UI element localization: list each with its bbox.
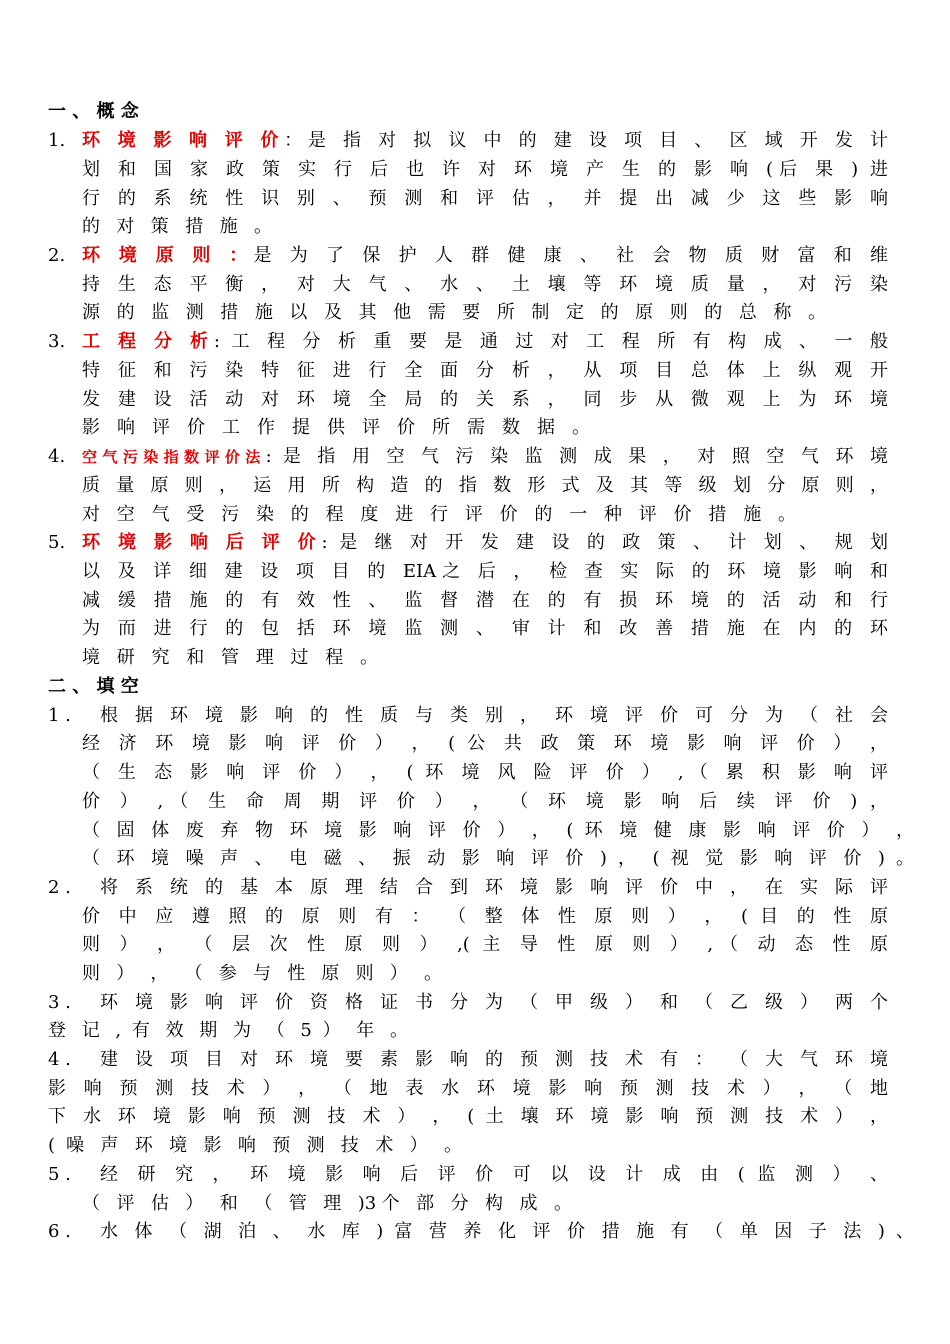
item-line: 影 响 预 测 技 术 ） ， （ 地 表 水 环 境 影 响 预 测 技 术 ） ， （ 地 xyxy=(48,1078,888,1099)
item-line: 对 空 气 受 污 染 的 程 度 进 行 评 价 的 一 种 评 价 措 施 。 xyxy=(82,504,796,525)
item-line: 建 设 项 目 对 环 境 要 素 影 响 的 预 测 技 术 有 ： （ 大 气 环 境 xyxy=(100,1049,888,1070)
item-line: 影 响 评 价 工 作 提 供 评 价 所 需 数 据 。 xyxy=(82,417,590,438)
item-line xyxy=(82,532,888,554)
item-line xyxy=(82,130,888,152)
item-line: 经 济 环 境 影 响 评 价 ） ， ( 公 共 政 策 环 境 影 响 评 价 ） ， xyxy=(82,733,888,754)
item-line: 境 研 究 和 管 理 过 程 。 xyxy=(82,647,378,668)
item-line: 价 ） ,（ 生 命 周 期 评 价 ） ， （ 环 境 影 响 后 续 评 价 ) ， xyxy=(82,791,888,812)
item-line: 发 建 设 活 动 对 环 境 全 局 的 关 系 ， 同 步 从 微 观 上 为 环 境 xyxy=(82,389,888,410)
definition-text: 是 为 了 保 护 人 群 健 康 、 社 会 物 质 财 富 和 维 xyxy=(253,245,888,266)
term-label: 环 境 影 响 后 评 价 xyxy=(82,532,322,553)
item-line: 为 而 进 行 的 包 括 环 境 监 测 、 审 计 和 改 善 措 施 在 内 的 环 xyxy=(82,618,888,639)
item-number: 3. xyxy=(48,331,66,352)
item-line: 减 缓 措 施 的 有 效 性 、 监 督 潜 在 的 有 损 环 境 的 活 动 和 行 xyxy=(82,590,888,611)
item-number: 6 . xyxy=(48,1221,71,1242)
item-line: （ 固 体 废 弃 物 环 境 影 响 评 价 ） ， ( 环 境 健 康 影 响 评 价 ） ， xyxy=(82,820,914,841)
term-label: 环 境 原 则 ： xyxy=(82,245,254,266)
item-number: 3 . xyxy=(48,992,71,1013)
item-line xyxy=(82,331,888,353)
section-heading: 一 、 概 念 xyxy=(48,101,139,122)
item-line: （ 生 态 影 响 评 价 ） ， ( 环 境 风 险 评 价 ） ,（ 累 积 影 响 评 xyxy=(82,762,888,783)
item-line: ( 噪 声 环 境 影 响 预 测 技 术 ） 。 xyxy=(48,1135,462,1156)
item-line: 环 境 影 响 评 价 资 格 证 书 分 为 （ 甲 级 ） 和 （ 乙 级 ） 两 个 xyxy=(100,992,888,1013)
term-label: 空气污染指数评价法 xyxy=(82,448,266,466)
item-number: 5 . xyxy=(48,1164,71,1185)
definition-text: : 是 指 用 空 气 污 染 监 测 成 果 ， 对 照 空 气 环 境 xyxy=(265,446,888,467)
item-line xyxy=(82,446,888,468)
item-line: 以 及 详 细 建 设 项 目 的 EIA之 后 ， 检 查 实 际 的 环 境 影 响 和 xyxy=(82,561,888,582)
item-line: 下 水 环 境 影 响 预 测 技 术 ） ， ( 土 壤 环 境 影 响 预 测 技 术 ） ， xyxy=(48,1106,888,1127)
item-line: 划 和 国 家 政 策 实 行 后 也 许 对 环 境 产 生 的 影 响 (后 果 ) 进 xyxy=(82,159,888,180)
item-number: 5. xyxy=(48,532,66,553)
item-line: 则 ） ， （ 参 与 性 原 则 ） 。 xyxy=(82,963,442,984)
item-number: 2 . xyxy=(48,877,71,898)
definition-text: : 工 程 分 析 重 要 是 通 过 对 工 程 所 有 构 成 、 一 般 xyxy=(213,331,888,352)
item-line: 的 对 策 措 施 。 xyxy=(82,216,272,237)
item-line: 价 中 应 遵 照 的 原 则 有 ： （ 整 体 性 原 则 ） ， ( 目 的 性 原 xyxy=(82,906,888,927)
item-line xyxy=(82,245,888,267)
item-line: 特 征 和 污 染 特 征 进 行 全 面 分 析 ， 从 项 目 总 体 上 纵 观 开 xyxy=(82,360,888,381)
item-line: 将 系 统 的 基 本 原 理 结 合 到 环 境 影 响 评 价 中 ， 在 实 际 评 xyxy=(100,877,888,898)
item-line: 源 的 监 测 措 施 以 及 其 他 需 要 所 制 定 的 原 则 的 总 称 。 xyxy=(82,302,826,323)
item-number: 4. xyxy=(48,446,66,467)
item-line: 登 记 , 有 效 期 为 （ 5 ） 年 。 xyxy=(48,1020,408,1041)
item-line: 经 研 究 ， 环 境 影 响 后 评 价 可 以 设 计 成 由 ( 监 测 ） 、 xyxy=(100,1164,888,1185)
item-line: （ 评 估 ） 和 （ 管 理 )3个 部 分 构 成 。 xyxy=(82,1193,572,1214)
term-label: 工 程 分 析 xyxy=(82,331,214,352)
item-number: 4 . xyxy=(48,1049,71,1070)
item-number: 1. xyxy=(48,130,66,151)
section-heading: 二 、 填 空 xyxy=(48,676,139,697)
item-number: 2. xyxy=(48,245,66,266)
definition-text: ：是 指 对 拟 议 中 的 建 设 项 目 、 区 域 开 发 计 xyxy=(284,130,889,151)
term-label: 环 境 影 响 评 价 xyxy=(82,130,285,151)
item-line: 水 体 （ 湖 泊 、 水 库 ) 富 营 养 化 评 价 措 施 有 （ 单 因 子 法 ) 、 xyxy=(100,1221,914,1242)
item-line: 质 量 原 则 ， 运 用 所 构 造 的 指 数 形 式 及 其 等 级 划 分 原 则 ， xyxy=(82,475,888,496)
item-number: 1 . xyxy=(48,705,71,726)
definition-text: : 是 继 对 开 发 建 设 的 政 策 、 计 划 、 规 划 xyxy=(321,532,888,553)
item-line: 根 据 环 境 影 响 的 性 质 与 类 别 ， 环 境 评 价 可 分 为 （ 社 会 xyxy=(100,705,888,726)
item-line: 行 的 系 统 性 识 别 、 预 测 和 评 估 ， 并 提 出 减 少 这 些 影 响 xyxy=(82,188,888,209)
item-line: 持 生 态 平 衡 ， 对 大 气 、 水 、 土 壤 等 环 境 质 量 ， 对 污 染 xyxy=(82,274,888,295)
item-line: 则 ） ， （ 层 次 性 原 则 ） ,( 主 导 性 原 则 ） ,（ 动 态 性 原 xyxy=(82,934,888,955)
item-line: （ 环 境 噪 声 、 电 磁 、 振 动 影 响 评 价 ) ， ( 视 觉 影 响 评 价 ) 。 xyxy=(82,848,914,869)
